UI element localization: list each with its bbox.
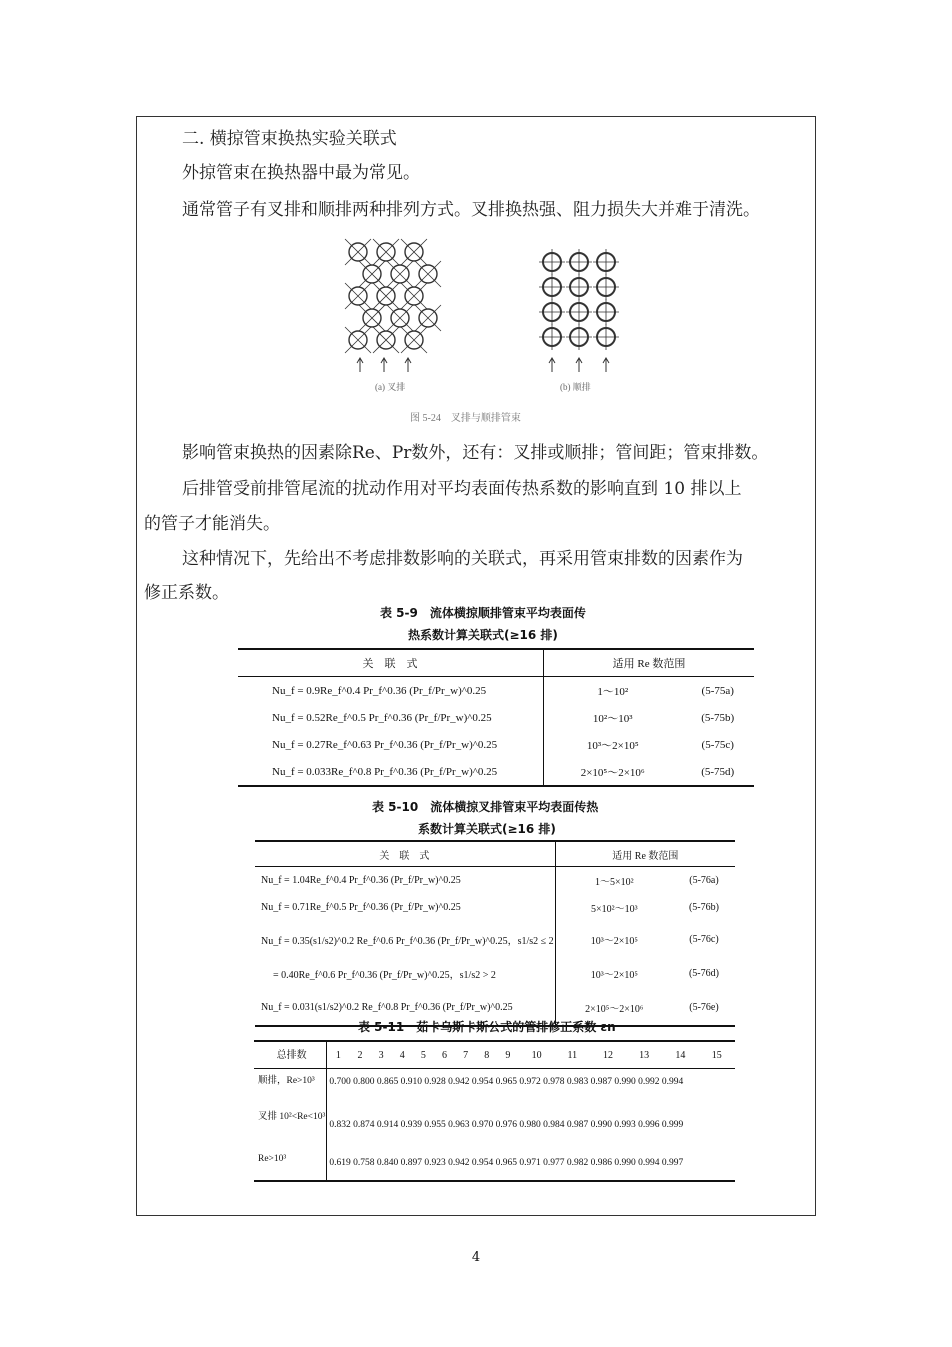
col-header: 8 [476, 1041, 497, 1069]
eq-cell: (5-76e) [689, 1001, 719, 1013]
tube-cross [566, 249, 592, 275]
formula-cell: Nu_f = 0.27Re_f^0.63 Pr_f^0.36 (Pr_f/Pr_w)^0.25 [238, 731, 544, 758]
range-cell: 2×10⁵～2×10⁶ [585, 1003, 644, 1015]
formula-cell: Nu_f = 0.71Re_f^0.5 Pr_f^0.36 (Pr_f/Pr_w)^0.25 [255, 894, 555, 921]
tube-cross [593, 249, 619, 275]
formula-cell: Nu_f = 0.031(s1/s2)^0.2 Re_f^0.8 Pr_f^0.36 (Pr_f/Pr_w)^0.25 [255, 989, 555, 1026]
table-row [255, 921, 735, 957]
row-values: 0.619 0.758 0.840 0.897 0.923 0.942 0.954 0.965 0.971 0.977 0.982 0.986 0.990 0.994 0.997 [329, 1158, 684, 1168]
table11-caption: 表 5-11 茹卡乌斯卡斯公式的管排修正系数 εn [358, 1020, 616, 1034]
col-header: 10 [518, 1041, 554, 1069]
col-header: 15 [699, 1041, 736, 1069]
col-header: 14 [662, 1041, 698, 1069]
tube-cross [593, 324, 619, 350]
inline-bundle [539, 249, 619, 350]
paragraph: 的管子才能消失。 [144, 514, 280, 534]
table-row [238, 677, 754, 705]
table-row [255, 867, 735, 895]
table9 [238, 648, 754, 787]
range-cell: 10³～2×10⁵ [590, 935, 638, 947]
paragraph: 通常管子有叉排和顺排两种排列方式。叉排换热强、阻力损失大并难于清洗。 [182, 200, 760, 220]
formula-cell: Nu_f = 0.35(s1/s2)^0.2 Re_f^0.6 Pr_f^0.36 (Pr_f/Pr_w)^0.25，s1/s2 ≤ 2 [255, 921, 555, 957]
tube-cross [593, 274, 619, 300]
table11 [254, 1040, 735, 1182]
eq-cell: (5-76a) [689, 875, 719, 886]
table-row [238, 704, 754, 731]
range-cell: 2×10⁵～2×10⁶ [580, 766, 645, 779]
table-row [255, 894, 735, 921]
tube-cross [539, 324, 565, 350]
eq-cell: (5-75d) [701, 765, 735, 778]
table10 [255, 840, 735, 1027]
formula-cell: Nu_f = 0.033Re_f^0.8 Pr_f^0.36 (Pr_f/Pr_w)^0.25 [238, 758, 544, 786]
table11-header-label: 总排数 [254, 1041, 327, 1069]
range-cell: 5×10²～10³ [590, 904, 638, 915]
tube-cross [566, 274, 592, 300]
col-header: 12 [590, 1041, 626, 1069]
col-header: 11 [555, 1041, 590, 1069]
eq-cell: (5-75c) [701, 738, 734, 751]
formula-cell: = 0.40Re_f^0.6 Pr_f^0.36 (Pr_f/Pr_w)^0.25，s1/s2 > 2 [255, 957, 555, 989]
section-heading: 二. 横掠管束换热实验关联式 [182, 129, 397, 149]
flow-arrow [576, 358, 582, 372]
eq-cell: (5-75a) [701, 684, 734, 697]
eq-cell: (5-76d) [688, 967, 719, 979]
table9-header-range: 适用 Re 数范围 [544, 649, 755, 677]
col-header: 5 [413, 1041, 434, 1069]
flow-arrow [603, 358, 609, 372]
table9-header-formula: 关 联 式 [238, 649, 544, 677]
table-row [254, 1110, 735, 1152]
tube-cross [593, 299, 619, 325]
table10-header-range: 适用 Re 数范围 [555, 841, 735, 867]
tube-cross [566, 324, 592, 350]
table10-caption: 系数计算关联式(≥16 排) [418, 822, 556, 836]
table9-caption: 表 5-9 流体横掠顺排管束平均表面传 [380, 606, 586, 620]
tube-bundle-figure [330, 228, 630, 428]
table-row [238, 758, 754, 786]
paragraph: 影响管束换热的因素除Re、Pr数外，还有：叉排或顺排；管间距；管束排数。 [182, 443, 769, 463]
range-cell: 10³～2×10⁵ [590, 969, 638, 981]
eq-cell: (5-76c) [689, 933, 719, 945]
tube-cross [539, 249, 565, 275]
row-values: 0.832 0.874 0.914 0.939 0.955 0.963 0.970 0.976 0.980 0.984 0.987 0.990 0.993 0.996 0.999 [329, 1120, 684, 1130]
paragraph: 这种情况下，先给出不考虑排数影响的关联式，再采用管束排数的因素作为 [182, 549, 743, 569]
paragraph: 外掠管束在换热器中最为常见。 [182, 163, 420, 183]
row-label: 叉排 10²<Re<10³ [254, 1110, 327, 1152]
col-header: 7 [455, 1041, 476, 1069]
formula-cell: Nu_f = 0.9Re_f^0.4 Pr_f^0.36 (Pr_f/Pr_w)^0.25 [238, 677, 544, 705]
flow-arrow [357, 358, 363, 372]
formula-cell: Nu_f = 0.52Re_f^0.5 Pr_f^0.36 (Pr_f/Pr_w)^0.25 [238, 704, 544, 731]
col-header: 1 [327, 1041, 350, 1069]
col-header: 6 [434, 1041, 455, 1069]
eq-cell: (5-76b) [688, 902, 719, 913]
table-row [255, 957, 735, 989]
row-values: 0.700 0.800 0.865 0.910 0.928 0.942 0.954 0.965 0.972 0.978 0.983 0.987 0.990 0.992 0.994 [329, 1077, 684, 1087]
col-header: 13 [626, 1041, 662, 1069]
tube-cross [539, 274, 565, 300]
table9-caption: 热系数计算关联式(≥16 排) [408, 628, 558, 642]
flow-arrow [381, 358, 387, 372]
staggered-bundle [345, 239, 441, 353]
range-cell: 10³～2×10⁵ [586, 739, 639, 752]
range-cell: 1～10² [597, 685, 629, 698]
paragraph: 修正系数。 [144, 583, 229, 603]
range-cell: 1～5×10² [594, 877, 634, 888]
range-cell: 10²～10³ [592, 712, 633, 725]
col-header: 3 [371, 1041, 392, 1069]
eq-cell: (5-75b) [701, 711, 735, 724]
row-label: 顺排，Re>10³ [254, 1069, 327, 1111]
col-header: 9 [497, 1041, 518, 1069]
flow-arrow [405, 358, 411, 372]
paragraph: 后排管受前排管尾流的扰动作用对平均表面传热系数的影响直到 10 排以上 [182, 479, 742, 499]
figure-label-b: (b) 顺排 [560, 382, 591, 392]
col-header: 4 [392, 1041, 413, 1069]
table-row [238, 731, 754, 758]
table10-header-formula: 关 联 式 [255, 841, 555, 867]
tube-cross [539, 299, 565, 325]
row-label: Re>10³ [254, 1152, 327, 1181]
table-row [254, 1069, 735, 1111]
table10-caption: 表 5-10 流体横掠叉排管束平均表面传热 [372, 800, 599, 814]
figure-label-a: (a) 叉排 [375, 382, 406, 392]
page-number: 4 [471, 1250, 481, 1265]
tube-cross [566, 299, 592, 325]
formula-cell: Nu_f = 1.04Re_f^0.4 Pr_f^0.36 (Pr_f/Pr_w)^0.25 [255, 867, 555, 895]
figure-caption: 图 5-24 叉排与顺排管束 [410, 413, 521, 424]
flow-arrow [549, 358, 555, 372]
table-row [254, 1152, 735, 1181]
col-header: 2 [349, 1041, 370, 1069]
